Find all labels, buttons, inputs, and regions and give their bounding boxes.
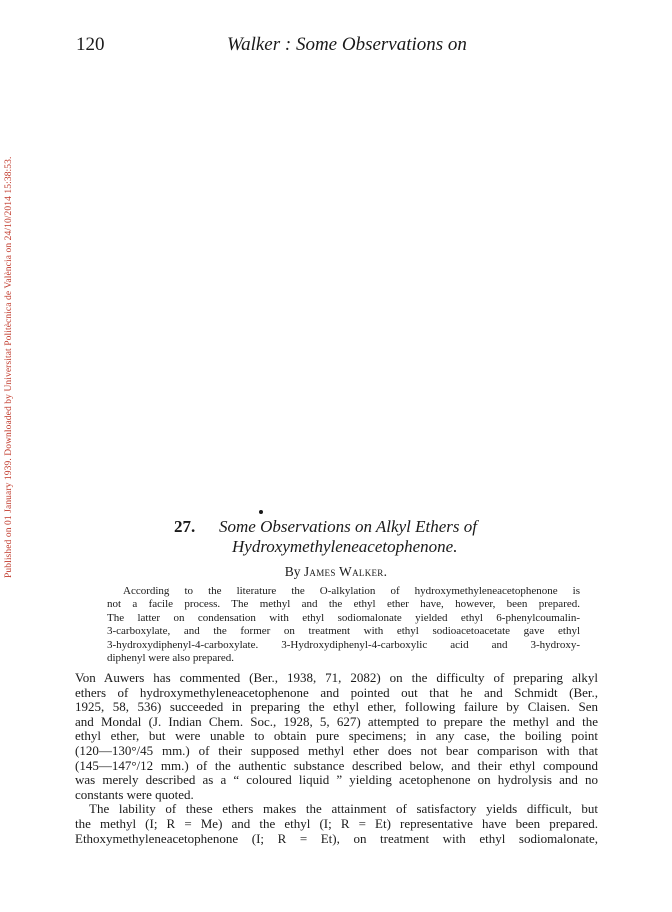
body-line: (120—130°/45 mm.) of their supposed methyl ether does not bear comparison with that (75, 742, 598, 758)
download-watermark (4, 98, 18, 578)
body-line: ethyl ether, but were unable to obtain pure specimens; in any case, the boiling point (75, 728, 598, 744)
author-line (0, 564, 672, 580)
article-number: 27. (174, 517, 196, 536)
abstract-line: 3-carboxylate, and the former on treatment with ethyl sodioacetoacetate gave ethyl (107, 625, 580, 638)
body-line: and Mondal (J. Indian Chem. Soc., 1928, 5, 627) attempted to prepare the methyl and the (75, 713, 598, 729)
title-line-2: Hydroxymethyleneacetophenone. (232, 537, 458, 556)
running-title: Walker : Some Observations on (227, 34, 467, 55)
body-text (75, 671, 598, 846)
title-line-1: Some Observations on Alkyl Ethers of (219, 517, 477, 536)
body-line: (145—147°/12 mm.) of the authentic substance described below, and their ethyl compound (75, 757, 598, 773)
author-prefix: By (284, 564, 301, 579)
body-line: constants were quoted. (75, 786, 194, 802)
abstract-line: diphenyl were also prepared. (107, 652, 235, 665)
abstract-line: The latter on condensation with ethyl sodiomalonate yielded ethyl 6-phenylcoumalin- (107, 611, 580, 624)
abstract (107, 585, 580, 665)
abstract-line: According to the literature the O-alkylation of hydroxymethyleneacetophenone is (123, 585, 580, 597)
abstract-line: not a facile process. The methyl and the ethyl ether have, however, been prepared. (107, 598, 580, 611)
body-line: the methyl (I; R = Me) and the ethyl (I; R = Et) representative have been prepared. (75, 815, 598, 831)
mark-dot (259, 510, 263, 514)
body-line: Von Auwers has commented (Ber., 1938, 71, 2082) on the difficulty of preparing alkyl (75, 670, 598, 685)
author-name: James Walker. (303, 564, 388, 579)
abstract-line: 3-hydroxydiphenyl-4-carboxylate. 3-Hydroxydiphenyl-4-carboxylic acid and 3-hydroxy- (107, 638, 580, 651)
page-number: 120 (76, 34, 105, 55)
body-line: was merely described as a “ coloured liquid ” yielding acetophenone on hydrolysis and no (75, 772, 598, 788)
body-line: The lability of these ethers makes the attainment of satisfactory yields difficult, but (89, 801, 598, 817)
body-line: ethers of hydroxymethyleneacetophenone and pointed out that he and Schmidt (Ber., (75, 684, 598, 700)
body-line: 1925, 58, 536) succeeded in preparing the ethyl ether, following failure by Claisen. Sen (75, 699, 598, 715)
download-watermark-text: Published on 01 January 1939. Downloaded by Universitat Politècnica de València on 24/10/2014 15:38:53. (4, 156, 14, 578)
body-line: Ethoxymethyleneacetophenone (I; R = Et), on treatment with ethyl sodiomalonate, (75, 830, 598, 846)
